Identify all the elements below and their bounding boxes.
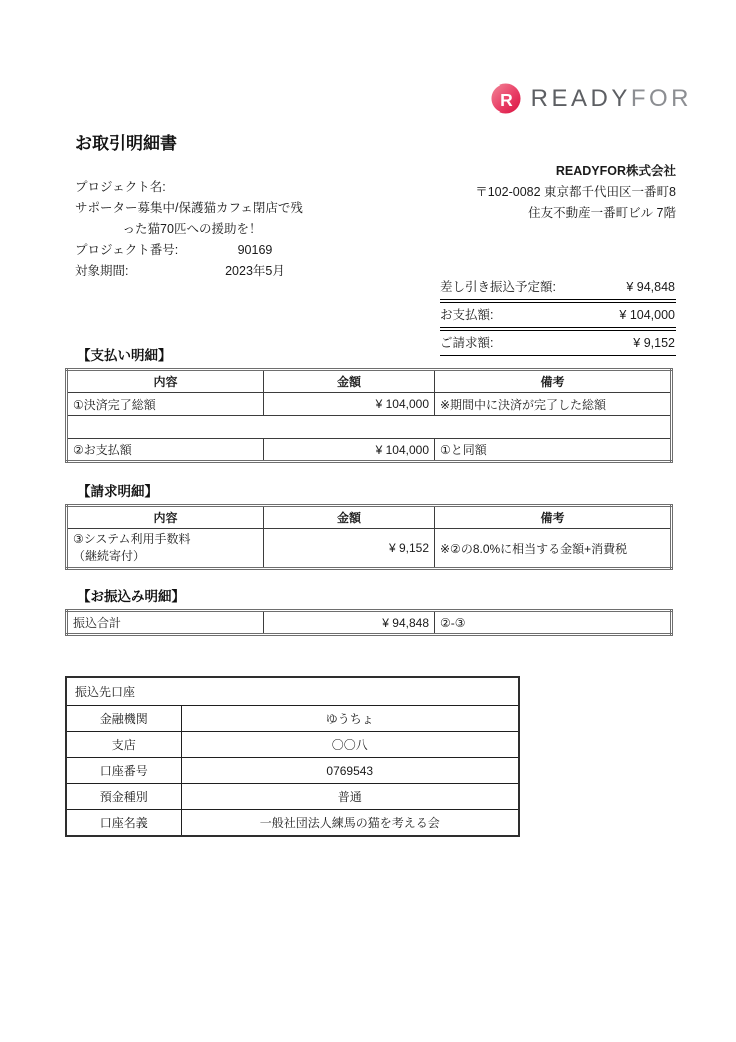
bank-table-header-row	[66, 677, 519, 706]
bank-account-number-label: 口座番号	[66, 758, 181, 784]
settled-total-note: ※期間中に決済が完了した総額	[435, 393, 672, 416]
table-row	[67, 611, 672, 635]
detail-sections	[65, 344, 670, 837]
column-header-amount: 金額	[264, 506, 435, 529]
project-info-block	[75, 177, 309, 282]
billing-section-heading: 【請求明細】	[77, 484, 158, 499]
bank-account-number-value: 0769543	[181, 758, 519, 784]
bank-branch-label: 支店	[66, 732, 181, 758]
bank-account-type-label: 預金種別	[66, 784, 181, 810]
transfer-section-heading: 【お振込み明細】	[77, 589, 185, 604]
table-row	[67, 529, 672, 569]
readyfor-logo-text	[530, 84, 692, 112]
bank-table-heading: 振込先口座	[66, 677, 519, 706]
company-address-line1: 〒102-0082 東京都千代田区一番町8	[475, 185, 676, 199]
readyfor-logo-icon	[489, 82, 522, 115]
net-transfer-value: ¥ 94,848	[626, 280, 675, 294]
table-row	[66, 706, 519, 732]
company-info-block	[475, 161, 676, 224]
settled-total-content: ①決済完了総額	[67, 393, 264, 416]
table-row	[66, 784, 519, 810]
payment-amount-label: お支払額:	[440, 308, 494, 322]
column-header-note: 備考	[435, 506, 672, 529]
project-number-row	[75, 240, 309, 261]
billing-table-header-row	[67, 506, 672, 529]
summary-row-payment	[440, 302, 676, 328]
payment-section-heading: 【支払い明細】	[77, 348, 172, 363]
column-header-amount: 金額	[264, 370, 435, 393]
bank-institution-value: ゆうちょ	[181, 706, 519, 732]
page-title: お取引明細書	[75, 134, 177, 153]
settled-total-amount: ¥ 104,000	[264, 393, 435, 416]
bank-account-name-value: 一般社団法人練馬の猫を考える会	[181, 810, 519, 836]
logo-text-for: FOR	[630, 84, 692, 112]
project-number-value: 90169	[237, 243, 273, 257]
payment-amount-note: ①と同額	[435, 439, 672, 462]
system-fee-note: ※②の8.0%に相当する金額+消費税	[435, 529, 672, 569]
table-row	[66, 810, 519, 836]
table-row	[67, 393, 672, 416]
summary-row-net-transfer	[440, 275, 676, 300]
logo-text-ready: READY	[530, 84, 631, 112]
billed-amount-label: ご請求額:	[440, 336, 494, 350]
payment-amount-content: ②お支払額	[67, 439, 264, 462]
system-fee-amount: ¥ 9,152	[264, 529, 435, 569]
table-row	[66, 732, 519, 758]
transfer-total-note: ②-③	[435, 611, 672, 635]
spacer-row	[67, 416, 672, 439]
project-name-label: プロジェクト名:	[75, 180, 166, 194]
column-header-note: 備考	[435, 370, 672, 393]
bank-account-type-value: 普通	[181, 784, 519, 810]
table-row	[66, 758, 519, 784]
company-address-line2: 住友不動産一番町ビル 7階	[528, 206, 676, 220]
table-row	[67, 439, 672, 462]
bank-branch-value: 〇〇八	[181, 732, 519, 758]
payment-amount-cell: ¥ 104,000	[264, 439, 435, 462]
transfer-total-amount: ¥ 94,848	[264, 611, 435, 635]
project-name-line2: った猫70匹への援助を！	[122, 222, 262, 236]
payment-table-header-row	[67, 370, 672, 393]
net-transfer-label: 差し引き振込予定額:	[440, 280, 556, 294]
target-period-value: 2023年5月	[225, 264, 285, 278]
column-header-content: 内容	[67, 506, 264, 529]
project-number-label: プロジェクト番号:	[75, 243, 179, 257]
project-name-line1: サポーター募集中/保護猫カフェ閉店で残	[75, 201, 303, 215]
system-fee-line2: （継続寄付）	[73, 549, 146, 563]
transfer-total-content: 振込合計	[67, 611, 264, 635]
readyfor-logo	[489, 82, 692, 115]
payment-amount-value: ¥ 104,000	[619, 308, 675, 322]
system-fee-line1: ③システム利用手数料	[73, 532, 191, 546]
bank-institution-label: 金融機関	[66, 706, 181, 732]
bank-account-name-label: 口座名義	[66, 810, 181, 836]
spacer-cell	[67, 416, 672, 439]
payment-detail-table	[65, 368, 673, 463]
svg-text:R: R	[499, 89, 513, 110]
company-name: READYFOR株式会社	[555, 164, 676, 178]
bank-account-table	[65, 676, 520, 837]
target-period-row	[75, 261, 309, 282]
billing-detail-table	[65, 504, 673, 570]
system-fee-content	[67, 529, 264, 569]
billed-amount-value: ¥ 9,152	[633, 336, 675, 350]
column-header-content: 内容	[67, 370, 264, 393]
transfer-detail-table	[65, 609, 673, 636]
target-period-label: 対象期間:	[75, 264, 129, 278]
